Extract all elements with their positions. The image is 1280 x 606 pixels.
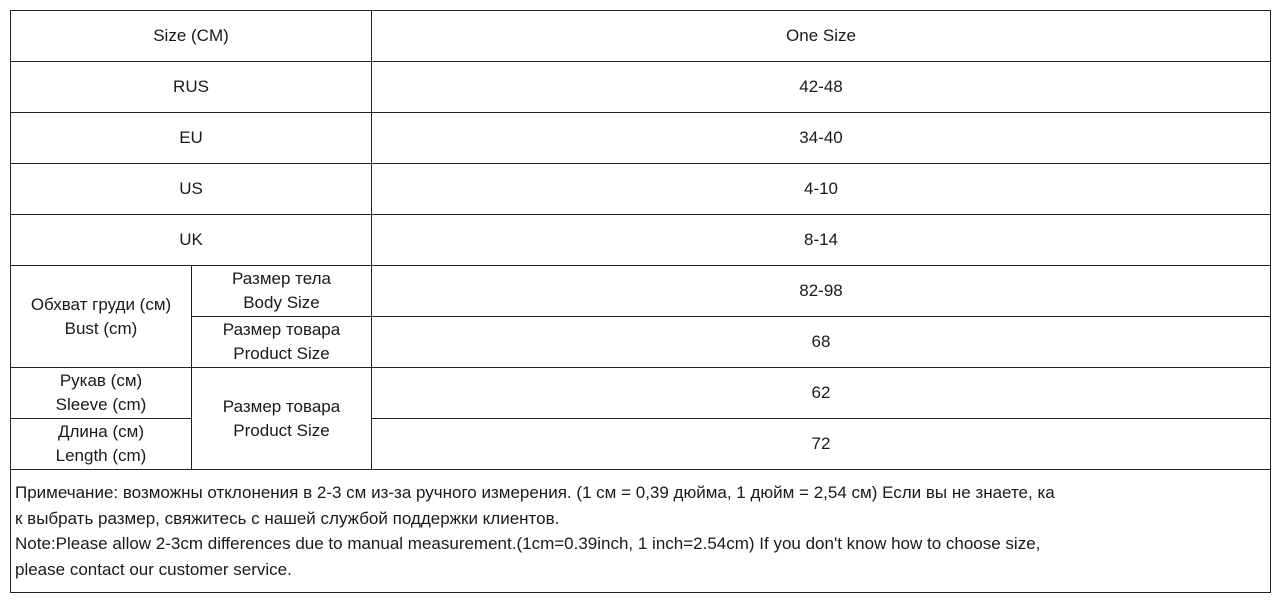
- product-size-value-cell: 68: [372, 317, 1271, 368]
- sleeve-label-cell: [11, 368, 192, 419]
- note-line-en-2: please contact our customer service.: [15, 559, 292, 579]
- table-row: [11, 113, 1271, 164]
- size-label-cell: RUS: [11, 62, 372, 113]
- note-cell: [11, 470, 1271, 593]
- size-value-cell: 8-14: [372, 215, 1271, 266]
- table-row-bust-body: [11, 266, 1271, 317]
- size-value-cell: 34-40: [372, 113, 1271, 164]
- size-value-cell: 42-48: [372, 62, 1271, 113]
- bust-label-cell: [11, 266, 192, 368]
- bust-label-en: Bust (cm): [64, 318, 138, 338]
- note-line-ru-1: Примечание: возможны отклонения в 2-3 см из-за ручного измерения. (1 см = 0,39 дюйма, 1 дюйм = 2,54 см) Если вы не знаете, ка: [15, 483, 1055, 502]
- size-label-cell: UK: [11, 215, 372, 266]
- body-size-cell: [192, 266, 372, 317]
- body-size-value-cell: 82-98: [372, 266, 1271, 317]
- note-row: [11, 470, 1271, 593]
- product-size-en: Product Size: [233, 344, 330, 363]
- note-line-en-1: Note:Please allow 2-3cm differences due to manual measurement.(1cm=0.39inch, 1 inch=2.54cm) If you don't know how to choose size,: [15, 534, 1041, 553]
- size-table: [10, 10, 1271, 593]
- table-row: [11, 164, 1271, 215]
- size-label-cell: US: [11, 164, 372, 215]
- table-row-sleeve: [11, 368, 1271, 419]
- product-size-merged-ru: Размер товара: [222, 396, 341, 416]
- product-size-cell: [192, 317, 372, 368]
- size-chart: [10, 10, 1270, 593]
- sleeve-label-en: Sleeve (cm): [55, 395, 147, 414]
- note-line-ru-2: к выбрать размер, свяжитесь с нашей службой поддержки клиентов.: [15, 508, 560, 528]
- bust-label-ru: Обхват груди (см): [30, 294, 172, 314]
- length-value-cell: 72: [372, 419, 1271, 470]
- product-size-merged-cell: [192, 368, 372, 470]
- sleeve-value-cell: 62: [372, 368, 1271, 419]
- table-row: [11, 215, 1271, 266]
- table-header-row: [11, 11, 1271, 62]
- body-size-ru: Размер тела: [231, 269, 331, 288]
- body-size-en: Body Size: [243, 293, 320, 312]
- length-label-en: Length (cm): [55, 446, 147, 465]
- sleeve-label-ru: Рукав (см): [59, 371, 143, 390]
- size-header-cell: Size (CM): [11, 11, 372, 62]
- length-label-ru: Длина (см): [57, 422, 144, 441]
- one-size-header-cell: One Size: [372, 11, 1271, 62]
- size-label-cell: EU: [11, 113, 372, 164]
- product-size-ru: Размер товара: [222, 320, 341, 339]
- size-value-cell: 4-10: [372, 164, 1271, 215]
- table-row: [11, 62, 1271, 113]
- table-row-bust-product: [11, 317, 1271, 368]
- product-size-merged-en: Product Size: [233, 420, 330, 440]
- length-label-cell: [11, 419, 192, 470]
